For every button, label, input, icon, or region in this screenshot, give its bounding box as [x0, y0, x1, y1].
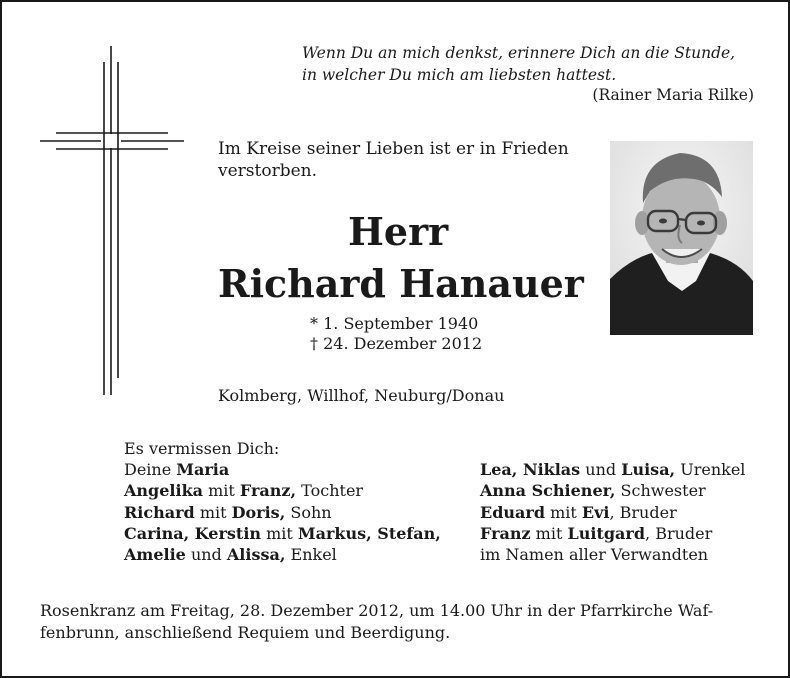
mourners-heading: Es vermissen Dich: [124, 439, 280, 458]
service-info-line-1: Rosenkranz am Freitag, 28. Dezember 2012, um 14.00 Uhr in der Pfarrkirche Waf- [40, 601, 714, 620]
mourner-text: und [185, 545, 227, 565]
mourner-text: , Bruder [609, 502, 677, 522]
mourners-column-right [480, 459, 745, 565]
mourner-text: und [580, 460, 622, 479]
mourner-line [124, 544, 441, 565]
mourner-line [124, 523, 441, 544]
mourner-text: Urenkel [675, 460, 746, 479]
quote-line-1: Wenn Du an mich denkst, erinnere Dich an die Stunde, [302, 44, 736, 62]
mourner-name: Amelie [124, 545, 186, 565]
mourner-name: Lea, Niklas [480, 460, 581, 479]
mourner-text: mit [530, 523, 568, 543]
mourner-text: Deine [124, 460, 177, 479]
mourner-line [480, 523, 745, 544]
mourner-name: Alissa, [226, 545, 286, 565]
mourner-name: Franz, [239, 481, 297, 501]
mourner-line [124, 459, 441, 480]
mourner-name: Markus, Stefan, [297, 523, 441, 543]
mourner-text: im Namen aller Verwandten [480, 545, 709, 565]
mourner-name: Luisa, [621, 460, 676, 479]
birth-date: * 1. September 1940 [310, 314, 479, 333]
mourner-name: Luitgard [567, 523, 646, 543]
mourner-name: Eduard [480, 502, 545, 522]
deceased-name: Richard Hanauer [218, 261, 584, 306]
portrait-photo [610, 141, 753, 335]
mourner-text: mit [545, 502, 582, 522]
service-info-line-2: fenbrunn, anschließend Requiem und Beerdigung. [40, 623, 451, 642]
mourner-name: Franz [480, 523, 531, 543]
death-date: † 24. Dezember 2012 [310, 334, 483, 353]
cross-icon [2, 2, 202, 402]
mourner-text: mit [194, 502, 232, 522]
mourner-text: , Bruder [645, 523, 713, 543]
mourner-line [480, 544, 745, 565]
mourners-column-left [124, 459, 441, 565]
place-of-residence: Kolmberg, Willhof, Neuburg/Donau [218, 386, 505, 405]
intro-line-2: verstorben. [218, 161, 318, 181]
mourner-line [124, 480, 441, 501]
quote-author: (Rainer Maria Rilke) [592, 86, 754, 104]
mourner-text: Enkel [285, 545, 337, 565]
mourner-name: Richard [124, 502, 195, 522]
mourner-text: mit [203, 481, 240, 501]
mourner-name: Anna Schiener, [480, 481, 616, 501]
mourner-text: Sohn [285, 502, 332, 522]
mourner-line [480, 459, 745, 480]
quote-line-2: in welcher Du mich am liebsten hattest. [302, 66, 617, 84]
honorific: Herr [348, 209, 449, 254]
quote [302, 42, 757, 86]
mourner-name: Carina, Kerstin [124, 523, 262, 543]
intro-line-1: Im Kreise seiner Lieben ist er in Frieden [218, 139, 569, 159]
mourner-name: Evi [581, 502, 610, 522]
mourner-text: Schwester [615, 481, 706, 501]
mourner-line [480, 502, 745, 523]
mourner-name: Angelika [124, 481, 204, 501]
mourner-line [480, 480, 745, 501]
mourner-text: mit [261, 523, 298, 543]
service-info [40, 600, 760, 644]
mourner-line [124, 502, 441, 523]
portrait-illustration [610, 141, 753, 335]
mourner-name: Doris, [231, 502, 286, 522]
mourner-text: Tochter [296, 481, 364, 501]
mourner-name: Maria [176, 460, 230, 479]
life-dates [310, 314, 482, 354]
intro-text [218, 138, 598, 182]
